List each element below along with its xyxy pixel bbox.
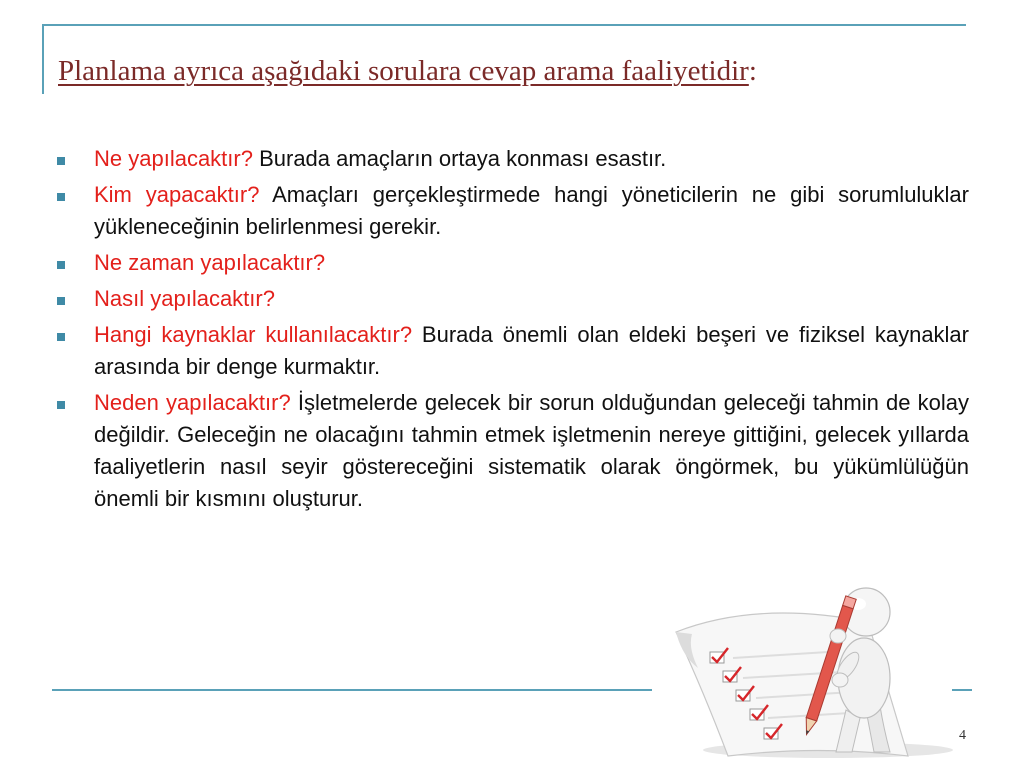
frame-bottom-line: [52, 689, 652, 691]
slide-title-colon: :: [748, 55, 757, 87]
bullet-item: [57, 143, 969, 175]
bullet-question: Kim yapacaktır?: [94, 182, 260, 207]
square-bullet-icon: [57, 401, 65, 409]
bullet-item: [57, 319, 969, 383]
square-bullet-icon: [57, 297, 65, 305]
bullet-question: Hangi kaynaklar kullanılacaktır?: [94, 322, 413, 347]
square-bullet-icon: [57, 333, 65, 341]
bullet-text: Amaçları gerçekleştirmede hangi yöneticilerin ne gibi sorumluluklar yükleneceğinin belirlenmesi gerekir.: [94, 182, 969, 239]
bullet-text: İşletmelerde gelecek bir sorun olduğundan geleceği tahmin de kolay değildir. Geleceğin ne olacağını tahmin etmek işletmenin nereye gittiğini, gelecek yıllarda faaliyetlerin nasıl seyir göstereceğini sistematik olarak öngörmek, bu yükümlülüğün önemli bir kısmını oluşturur.: [94, 390, 969, 511]
square-bullet-icon: [57, 261, 65, 269]
page-number: 4: [959, 728, 966, 743]
bullet-text: Burada önemli olan eldeki beşeri ve fiziksel kaynaklar arasında bir denge kurmaktır.: [94, 322, 969, 379]
square-bullet-icon: [57, 157, 65, 165]
bullet-question: Nasıl yapılacaktır?: [94, 286, 275, 311]
bullet-text: Burada amaçların ortaya konması esastır.: [252, 146, 667, 171]
checklist-pencil-figure-icon: [668, 560, 960, 760]
bullet-list: [57, 143, 969, 519]
bullet-question: Ne yapılacaktır?: [94, 146, 253, 171]
frame-top-line: [42, 24, 966, 26]
frame-left-line: [42, 24, 44, 94]
square-bullet-icon: [57, 193, 65, 201]
bullet-item: [57, 283, 969, 315]
bullet-item: [57, 179, 969, 243]
slide-title-text: Planlama ayrıca aşağıdaki sorulara cevap arama faaliyetidir: [58, 55, 749, 87]
bullet-question: Ne zaman yapılacaktır?: [94, 250, 326, 275]
bullet-item: [57, 247, 969, 279]
bullet-question: Neden yapılacaktır?: [94, 390, 291, 415]
bullet-item: [57, 387, 969, 515]
slide-title: [58, 56, 757, 88]
